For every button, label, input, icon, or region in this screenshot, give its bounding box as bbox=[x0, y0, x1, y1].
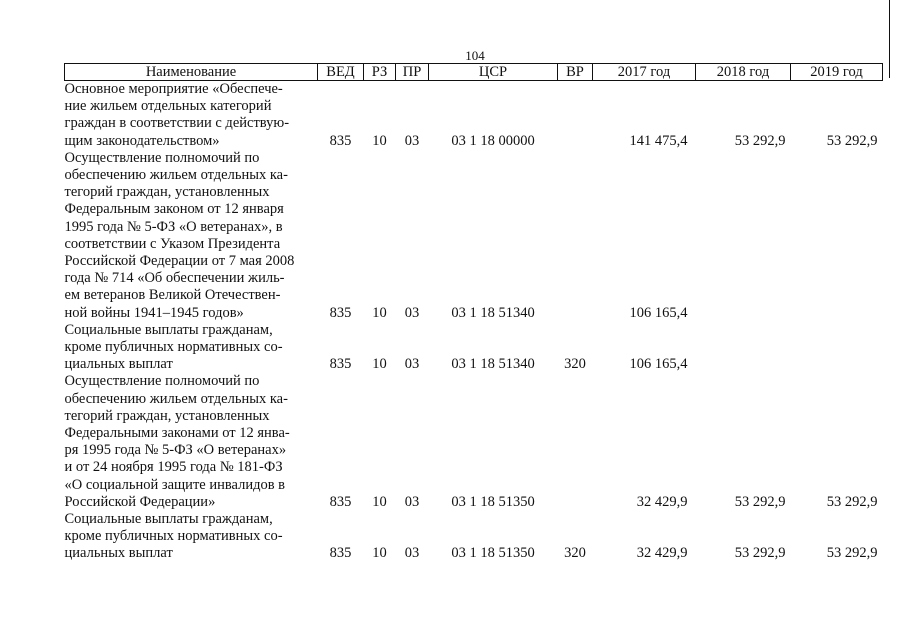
header-rz: РЗ bbox=[364, 64, 396, 81]
row-csr: 03 1 18 00000 bbox=[451, 132, 535, 149]
row-amount-2019 bbox=[791, 322, 883, 374]
row-name bbox=[65, 150, 318, 322]
row-name-line: граждан в соответствии с действую- bbox=[64, 115, 290, 132]
row-amount-2019 bbox=[791, 150, 883, 322]
row-rz: 10 bbox=[372, 304, 387, 321]
row-name-line: циальных выплат bbox=[64, 545, 173, 562]
row-name-line: щим законодательством» bbox=[64, 132, 220, 149]
header-ved: ВЕД bbox=[318, 64, 364, 81]
row-pr: 03 bbox=[404, 132, 420, 149]
row-name-line: Осуществление полномочий по bbox=[64, 373, 260, 390]
row-name-line: тегорий граждан, установленных bbox=[64, 407, 270, 424]
row-rz: 10 bbox=[372, 356, 387, 373]
table-body bbox=[65, 81, 883, 563]
row-csr: 03 1 18 51340 bbox=[451, 356, 535, 373]
row-name bbox=[65, 373, 318, 511]
row-rz: 10 bbox=[372, 132, 387, 149]
row-pr: 03 bbox=[404, 493, 420, 510]
row-amount-2019: 53 292,9 bbox=[826, 132, 878, 149]
row-pr: 03 bbox=[404, 356, 420, 373]
table-row bbox=[65, 511, 883, 563]
table-header-row bbox=[65, 64, 883, 81]
row-name-line: Российской Федерации» bbox=[64, 493, 216, 510]
table-row bbox=[65, 322, 883, 374]
row-name bbox=[65, 81, 318, 150]
row-name-line: Федеральным законом от 12 января bbox=[64, 201, 284, 218]
budget-table bbox=[64, 63, 883, 563]
row-vr bbox=[558, 81, 593, 150]
row-csr: 03 1 18 51350 bbox=[451, 545, 535, 562]
row-name-line: 1995 года № 5-ФЗ «О ветеранах», в bbox=[64, 218, 283, 235]
header-name: Наименование bbox=[65, 64, 318, 81]
row-amount-2017: 32 429,9 bbox=[636, 493, 688, 510]
page-edge-line bbox=[889, 0, 891, 78]
row-name-line: кроме публичных нормативных со- bbox=[64, 528, 283, 545]
row-name-line: года № 714 «Об обеспечении жиль- bbox=[64, 270, 285, 287]
row-amount-2018: 53 292,9 bbox=[734, 132, 786, 149]
table-row bbox=[65, 81, 883, 150]
row-name bbox=[65, 322, 318, 374]
row-vr bbox=[558, 373, 593, 511]
row-amount-2018: 53 292,9 bbox=[734, 545, 786, 562]
row-name-line: Российской Федерации от 7 мая 2008 bbox=[64, 253, 295, 270]
row-name bbox=[65, 511, 318, 563]
row-vr bbox=[558, 150, 593, 322]
row-amount-2017: 32 429,9 bbox=[636, 545, 688, 562]
table-row bbox=[65, 373, 883, 511]
row-pr: 03 bbox=[404, 545, 420, 562]
row-name-line: обеспечению жильем отдельных ка- bbox=[64, 167, 288, 184]
row-pr: 03 bbox=[404, 304, 420, 321]
row-name-line: Социальные выплаты гражданам, bbox=[64, 321, 273, 338]
header-vr: ВР bbox=[558, 64, 593, 81]
row-name-line: соответствии с Указом Президента bbox=[64, 235, 281, 252]
row-amount-2018 bbox=[696, 322, 791, 374]
row-name-line: Основное мероприятие «Обеспече- bbox=[64, 81, 283, 97]
row-csr: 03 1 18 51340 bbox=[451, 304, 535, 321]
header-2019: 2019 год bbox=[791, 64, 883, 81]
row-name-line: и от 24 ноября 1995 года № 181-ФЗ bbox=[64, 459, 283, 476]
row-name-line: ря 1995 года № 5-ФЗ «О ветеранах» bbox=[64, 442, 287, 459]
row-name-line: ной войны 1941–1945 годов» bbox=[64, 304, 244, 321]
row-amount-2017: 141 475,4 bbox=[629, 132, 688, 149]
row-rz: 10 bbox=[372, 545, 387, 562]
row-amount-2018: 53 292,9 bbox=[734, 493, 786, 510]
header-csr: ЦСР bbox=[429, 64, 558, 81]
row-amount-2019: 53 292,9 bbox=[826, 545, 878, 562]
row-rz: 10 bbox=[372, 493, 387, 510]
row-ved: 835 bbox=[329, 356, 352, 373]
row-amount-2017: 106 165,4 bbox=[629, 304, 688, 321]
row-csr: 03 1 18 51350 bbox=[451, 493, 535, 510]
row-name-line: Осуществление полномочий по bbox=[64, 149, 260, 166]
header-2018: 2018 год bbox=[696, 64, 791, 81]
row-name-line: ние жильем отдельных категорий bbox=[64, 98, 272, 115]
row-name-line: циальных выплат bbox=[64, 356, 173, 373]
row-vr: 320 bbox=[564, 356, 586, 373]
row-ved: 835 bbox=[329, 132, 352, 149]
row-ved: 835 bbox=[329, 493, 352, 510]
page-number: 104 bbox=[465, 48, 485, 63]
header-pr: ПР bbox=[396, 64, 429, 81]
table-row bbox=[65, 150, 883, 322]
row-ved: 835 bbox=[329, 304, 352, 321]
row-name-line: Федеральными законами от 12 янва- bbox=[64, 425, 290, 442]
row-amount-2019: 53 292,9 bbox=[826, 493, 878, 510]
row-name-line: Социальные выплаты гражданам, bbox=[64, 511, 273, 528]
row-amount-2017: 106 165,4 bbox=[629, 356, 688, 373]
row-name-line: «О социальной защите инвалидов в bbox=[64, 476, 286, 493]
row-vr: 320 bbox=[564, 545, 586, 562]
row-name-line: обеспечению жильем отдельных ка- bbox=[64, 390, 288, 407]
row-name-line: тегорий граждан, установленных bbox=[64, 184, 270, 201]
row-name-line: кроме публичных нормативных со- bbox=[64, 339, 283, 356]
header-2017: 2017 год bbox=[593, 64, 696, 81]
row-amount-2018 bbox=[696, 150, 791, 322]
row-name-line: ем ветеранов Великой Отечествен- bbox=[64, 287, 281, 304]
row-ved: 835 bbox=[329, 545, 352, 562]
